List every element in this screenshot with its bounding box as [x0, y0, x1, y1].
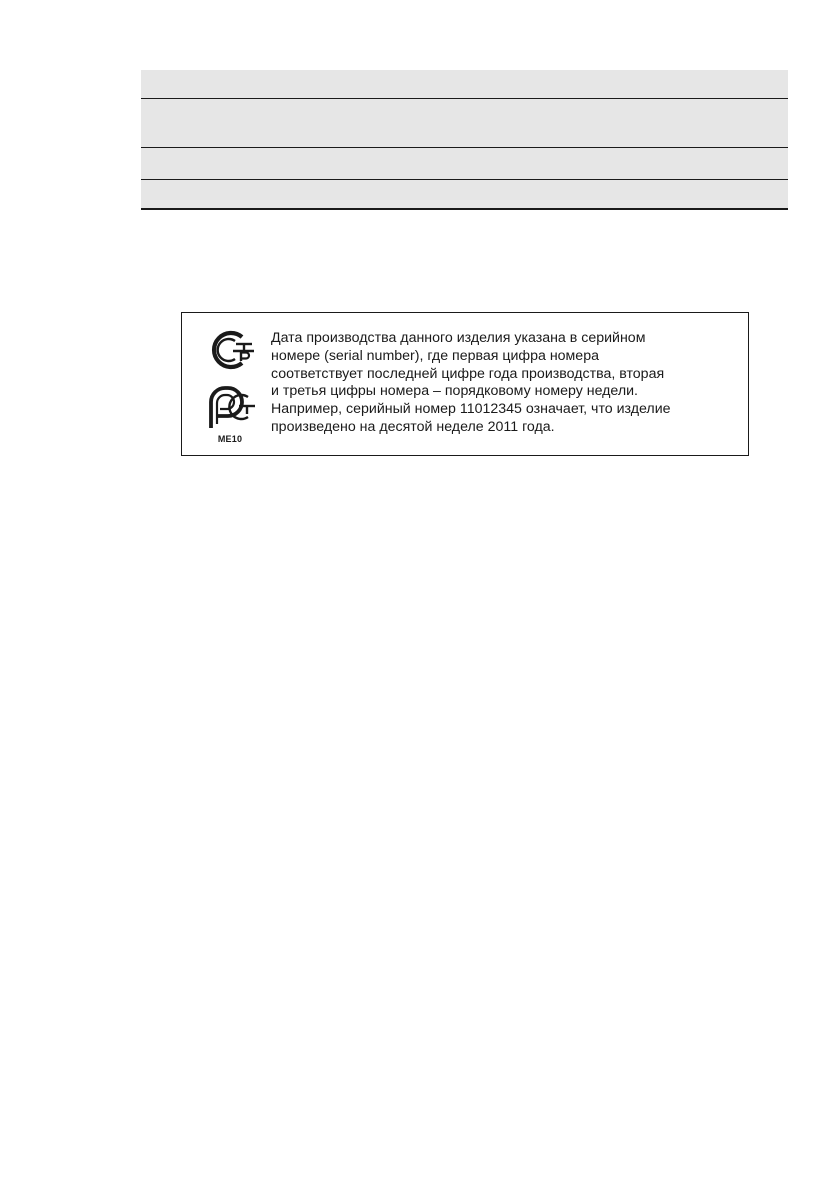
table-fragment: [141, 70, 788, 210]
eac-ctr-mark-icon: [202, 328, 258, 372]
notice-line: Дата производства данного изделия указана в серийном: [271, 330, 646, 346]
table-row: [141, 70, 788, 99]
notice-line: произведено на десятой неделе 2011 года.: [271, 418, 555, 435]
table-row: [141, 99, 788, 148]
table-row: [141, 148, 788, 180]
certification-body-code: МЕ10: [217, 434, 243, 444]
pct-conformity-mark-icon: [202, 384, 258, 430]
table-row: [141, 180, 788, 208]
notice-text: [271, 330, 741, 437]
notice-line: соответствует последней цифре года производства, вторая: [271, 365, 665, 382]
certification-marks: [202, 328, 258, 454]
notice-line: и третья цифры номера – порядковому номеру недели.: [271, 383, 638, 400]
notice-line: номере (serial number), где первая цифра номера: [271, 347, 599, 364]
production-date-notice: [181, 312, 749, 456]
notice-line: Например, серийный номер 11012345 означает, что изделие: [271, 401, 671, 418]
